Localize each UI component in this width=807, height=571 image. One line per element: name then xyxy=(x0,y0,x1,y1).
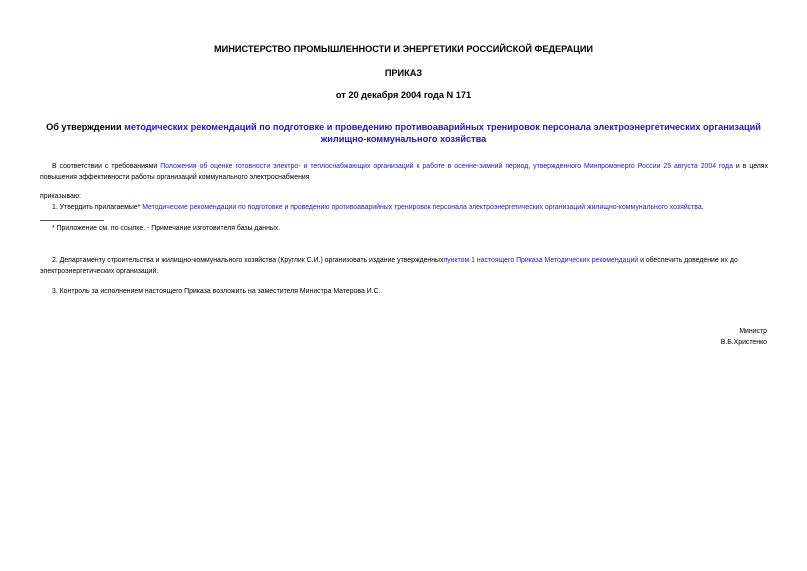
order-statement: приказываю: xyxy=(40,193,81,200)
item-1-paragraph xyxy=(40,203,768,214)
item-1-recommendations-link[interactable]: Методические рекомендации по подготовке и проведению противоаварийных тренировок персонала электроэнергетических организаций жилищно-коммунального хозяйства xyxy=(142,204,702,211)
footnote-text: * Приложение см. по ссылке. - Примечание изготовителя базы данных. xyxy=(52,225,281,232)
signature-name: В.Б.Христенко xyxy=(720,338,767,346)
title-prefix: Об утверждении xyxy=(46,122,125,132)
title-link[interactable]: методических рекомендаций по подготовке и проведению противоаварийных тренировок персонала электроэнергетических организаций жилищно-коммунального хозяйства xyxy=(124,122,761,144)
item-1-suffix: . xyxy=(701,204,704,211)
document-title xyxy=(40,121,767,145)
ministry-heading: МИНИСТЕРСТВО ПРОМЫШЛЕННОСТИ И ЭНЕРГЕТИКИ РОССИЙСКОЙ ФЕДЕРАЦИИ xyxy=(213,44,594,54)
footnote-divider xyxy=(40,220,104,221)
item-2-clause-link[interactable]: пунктом 1 настоящего Приказа Методических рекомендаций xyxy=(443,257,639,264)
item-3-paragraph: 3. Контроль за исполнением настоящего Приказа возложить на заместителя Министра Матерова И.С. xyxy=(52,288,381,295)
order-heading: ПРИКАЗ xyxy=(384,68,423,78)
signature-block xyxy=(567,327,767,348)
intro-regulation-link[interactable]: Положения об оценке готовности электро- и теплоснабжающих организаций к работе в осенне-зимний период, утвержденного Минпромэнерго России 25 августа 2004 года xyxy=(160,163,733,170)
intro-paragraph xyxy=(40,162,768,183)
item-1-prefix: 1. Утвердить прилагаемые* xyxy=(52,204,143,211)
intro-prefix: В соответствии с требованиями xyxy=(52,163,161,170)
item-2-suffix: и обеспечить доведение их до электроэнергетических организаций. xyxy=(40,257,738,275)
intro-suffix: и в целях повышения эффективности работы организаций коммунального электроснабжения xyxy=(40,163,768,181)
order-date: от 20 декабря 2004 года N 171 xyxy=(335,90,472,100)
item-2-prefix: 2. Департаменту строительства и жилищно-коммунального хозяйства (Круглик С.И.) организовать издание утвержденных xyxy=(52,257,444,264)
item-2-paragraph xyxy=(40,256,768,277)
signature-position: Министр xyxy=(739,328,767,335)
